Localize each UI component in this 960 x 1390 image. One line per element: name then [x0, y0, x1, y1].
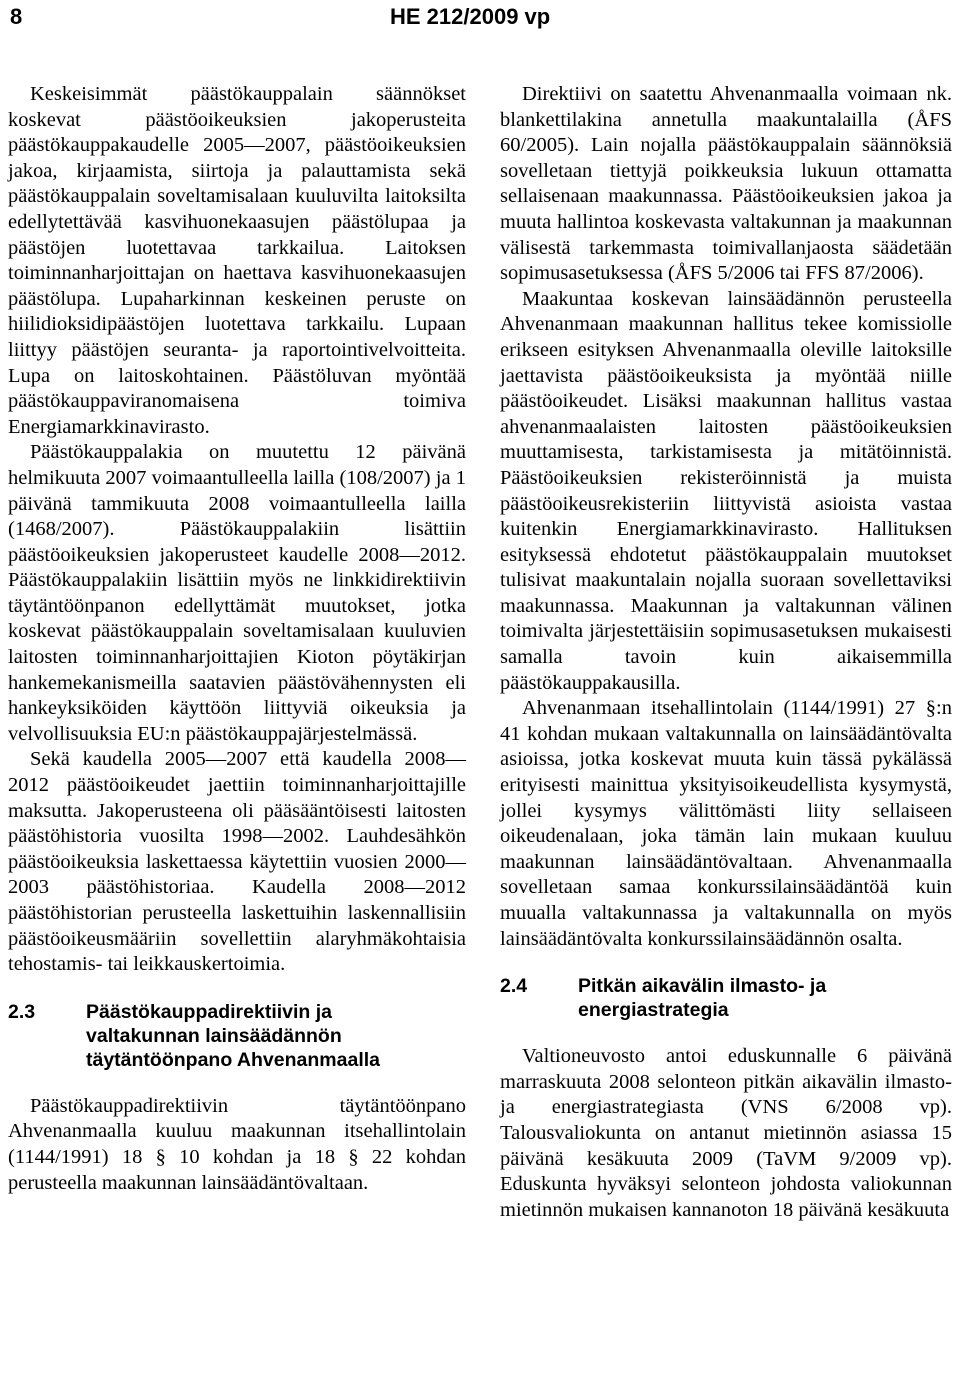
section-heading	[500, 974, 952, 1022]
paragraph: Maakuntaa koskevan lainsäädännön perusteella Ahvenanmaan maakunnan hallitus tekee komissiolle erikseen esityksen Ahvenanmaalla oleville laitoksille jaettavista päästöoikeuksista ja myöntää niille päästöoikeudet. Lisäksi maakunnan hallitus vastaa ahvenanmaalaisten laitosten päästöoikeuksien muuttamisesta, tarkistamisesta ja mitätöinnistä. Päästöoikeuksien rekisteröinnistä ja muista päästöoikeusrekisteriin liittyvistä asioista vastaa kuitenkin Energiamarkkinavirasto. Hallituksen esityksessä ehdotetut päästökauppalain muutokset tulisivat maakuntalain nojalla suoraan sovellettaviksi maakunnassa. Maakunnan ja valtakunnan välinen toimivalta järjestettäisiin sopimusasetuksen mukaisesti samalla tavoin kuin aikaisemmilla päästökauppakausilla.	[500, 287, 952, 694]
paragraph: Direktiivi on saatettu Ahvenanmaalla voimaan nk. blankettilakina annetulla maakuntalailla (ÅFS 60/2005). Lain nojalla päästökauppalain säännöksiä sovelletaan tiettyjä poikkeuksia lukuun ottamatta sellaisenaan maakunnassa. Päästöoikeuksien jakoa ja muuta hallintoa koskevasta valtakunnan ja maakunnan välisestä tarkemmasta toimivallanjaosta säädetään sopimusasetuksessa (ÅFS 5/2006 tai FFS 87/2006).	[500, 83, 952, 285]
paragraph: Valtioneuvosto antoi eduskunnalle 6 päivänä marraskuuta 2008 selonteon pitkän aikavälin ilmasto- ja energiastrategiasta (VNS 6/2008 vp). Talousvaliokunta on antanut mietinnön asiassa 15 päivänä kesäkuuta 2009 (TaVM 9/2009 vp). Eduskunta hyväksyi selonteon johdosta valiokunnan mietinnön mukaisen kannanoton 18 päivänä kesäkuuta	[500, 1045, 952, 1221]
section-heading	[8, 1000, 466, 1072]
left-column	[8, 82, 466, 1196]
section-title: Päästökauppadirektiivin ja valtakunnan lainsäädännön täytäntöönpano Ahvenanmaalla	[86, 1000, 380, 1071]
section-number: 2.4	[500, 975, 528, 998]
paragraph: Päästökauppadirektiivin täytäntöönpano Ahvenanmaalla kuuluu maakunnan itsehallintolain (1144/1991) 18 § 10 kohdan ja 18 § 22 kohdan perusteella maakunnan lainsäädäntövaltaan.	[8, 1094, 466, 1194]
section-title: Pitkän aikavälin ilmasto- ja energiastrategia	[578, 975, 827, 1022]
section-number: 2.3	[8, 1000, 36, 1023]
document-id: HE 212/2009 vp	[390, 4, 551, 29]
page-number: 8	[10, 4, 23, 29]
paragraph: Sekä kaudella 2005—2007 että kaudella 2008—2012 päästöoikeudet jaettiin toiminnanharjoittajille maksutta. Jakoperusteena oli pääsääntöisesti laitosten päästöhistoria vuosilta 1998—2002. Lauhdesähkön päästöoikeuksia laskettaessa käytettiin vuosien 2000—2003 päästöhistoriaa. Kaudella 2008—2012 päästöhistorian perusteella laskettuihin laskennallisiin päästöoikeusmääriin sovellettiin alaryhmäkohtaisia tehostamis- tai leikkauskertoimia.	[8, 748, 466, 976]
paragraph: Ahvenanmaan itsehallintolain (1144/1991) 27 §:n 41 kohdan mukaan valtakunnalla on lainsäädäntövalta asioissa, jotka koskevat muuta kuin tässä pykälässä erityisesti mainittua yksityisoikeudellista kysymystä, jollei kysymys välittömästi liity sellaiseen oikeudenalaan, joka tämän lain mukaan kuuluu maakunnan lainsäädäntövaltaan. Ahvenanmaalla sovelletaan samaa konkurssilainsäädäntöä kuin muualla valtakunnassa ja valtakunnalla on myös lainsäädäntövalta konkurssilainsäädännön osalta.	[500, 697, 952, 950]
right-column	[500, 82, 952, 1223]
paragraph: Keskeisimmät päästökauppalain säännökset koskevat päästöoikeuksien jakoperusteita päästökauppakaudelle 2005—2007, päästöoikeuksien jakoa, kirjaamista, siirtoja ja palauttamista sekä päästökauppalain soveltamisalaan kuuluvilta laitoksilta edellytettävää kasvihuonekaasujen päästölupaa ja päästöjen luotettavaa tarkkailua. Laitoksen toiminnanharjoittajan on haettava kasvihuonekaasujen päästölupa. Lupaharkinnan keskeinen peruste on hiilidioksidipäästöjen luotettava tarkkailu. Lupaan liittyy päästöjen seuranta- ja raportointivelvoitteita. Lupa on laitoskohtainen. Päästöluvan myöntää päästökauppaviranomaisena toimiva Energiamarkkinavirasto.	[8, 83, 466, 438]
paragraph: Päästökauppalakia on muutettu 12 päivänä helmikuuta 2007 voimaantulleella lailla (108/2007) ja 1 päivänä tammikuuta 2008 voimaantulleella lailla (1468/2007). Päästökauppalakiin lisättiin päästöoikeuksien jakoperusteet kaudelle 2008—2012. Päästökauppalakiin lisättiin myös ne linkkidirektiivin täytäntöönpanon edellyttämät muutokset, jotka koskevat päästökauppalain soveltamisalaan kuuluvien laitosten toiminnanharjoittajien Kioton pöytäkirjan hankemekanismeilla saatavien päästövähennysten eli hankeyksiköiden käyttöön liittyviä oikeuksia ja velvollisuuksia EU:n päästökauppajärjestelmässä.	[8, 441, 466, 745]
